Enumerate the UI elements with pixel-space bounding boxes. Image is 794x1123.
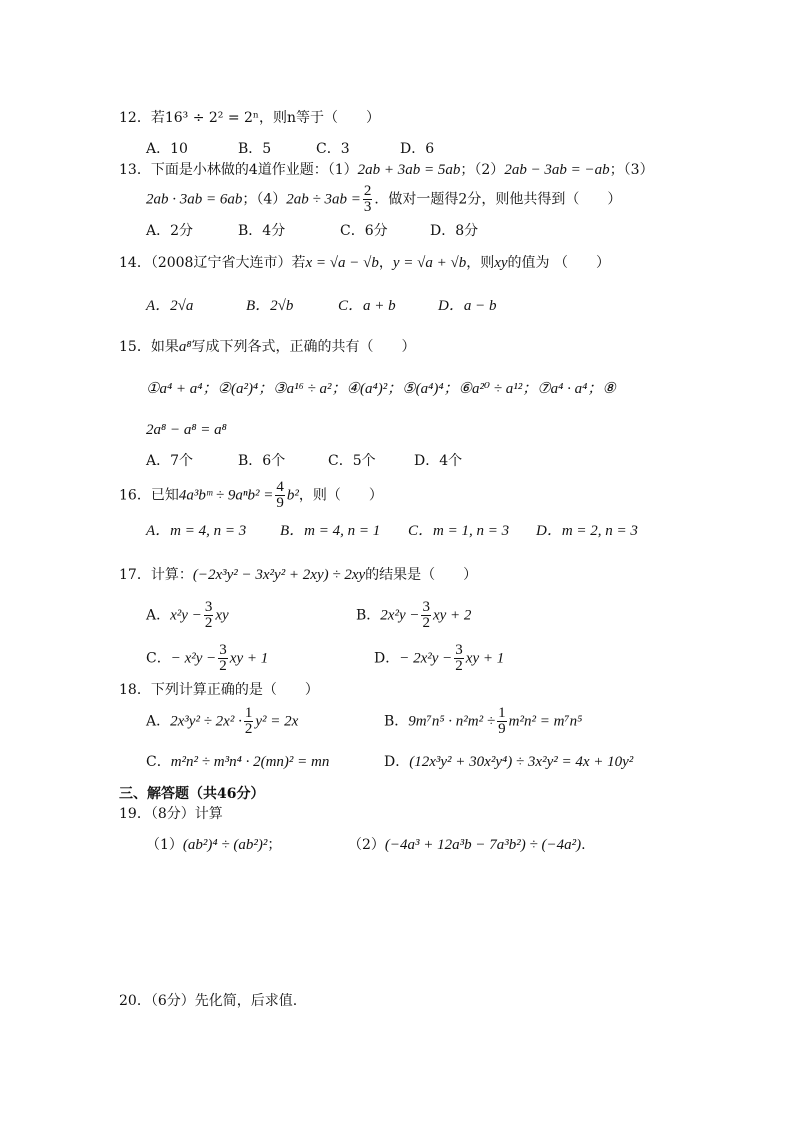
q14-xy: xy bbox=[494, 255, 508, 271]
q17-b-fraction bbox=[421, 600, 431, 631]
q17-eq: (−2x³y² − 3x²y² + 2xy) ÷ 2xy bbox=[192, 567, 366, 583]
q17-c-den: 2 bbox=[219, 658, 227, 674]
q17-option-c bbox=[146, 643, 268, 674]
q18-option-a bbox=[146, 706, 298, 737]
q14-option-c: C．a + b bbox=[338, 298, 396, 314]
q15-option-b: B．6个 bbox=[238, 453, 286, 469]
q17-stem bbox=[119, 566, 477, 584]
q12-option-c: C．3 bbox=[316, 141, 350, 157]
q19-part1-label: （1） bbox=[146, 837, 183, 853]
q18-b-fraction bbox=[497, 706, 507, 737]
q17-b-part1: 2x²y − bbox=[380, 607, 420, 624]
q12-option-a: A．10 bbox=[146, 141, 188, 157]
q14-text-d: 的值为 （ ） bbox=[507, 255, 610, 271]
q17-c-part2: xy + 1 bbox=[229, 650, 269, 667]
q14-option-d: D．a − b bbox=[438, 298, 497, 314]
q13-text-a: 13．下面是小林做的4道作业题：（1） bbox=[119, 162, 358, 178]
q14-eq-x: x = √a − √b bbox=[305, 255, 379, 271]
q13-text-d: ；（4） bbox=[242, 191, 287, 208]
q18-b-label: B． bbox=[384, 713, 409, 730]
q13-eq2: 2ab − 3ab = −ab bbox=[504, 162, 610, 178]
q17-b-den: 2 bbox=[422, 615, 430, 631]
q16-eq: 4a³bᵐ ÷ 9aⁿb² = bbox=[178, 487, 274, 504]
q18-a-den: 2 bbox=[244, 721, 253, 737]
q15-option-a: A．7个 bbox=[146, 453, 194, 469]
q17-a-part1: x²y − bbox=[170, 607, 202, 624]
q15-choice-8: 2a⁸ − a⁸ = a⁸ bbox=[146, 422, 227, 438]
q13-eq3: 2ab · 3ab = 6ab bbox=[146, 191, 243, 208]
q15-a8: a⁸ bbox=[178, 339, 192, 355]
q18-d-math: (12x³y² + 30x²y⁴) ÷ 3x²y² = 4x + 10y² bbox=[409, 754, 634, 770]
q15-option-c: C．5个 bbox=[328, 453, 376, 469]
q17-a-den: 2 bbox=[204, 615, 213, 631]
q15-choices-line: ①a⁴ + a⁴；②(a²)⁴；③a¹⁶ ÷ a²；④(a⁴)²；⑤(a⁴)⁴；⑥a²⁰ ÷ a¹²；⑦a⁴ · a⁴；⑧ bbox=[146, 381, 616, 397]
q18-a-fraction bbox=[244, 706, 254, 737]
q19-part2-label: （2） bbox=[348, 837, 385, 853]
q14-option-b: B．2√b bbox=[246, 298, 294, 314]
q13-fraction bbox=[363, 184, 373, 215]
q18-stem: 18．下列计算正确的是（ ） bbox=[119, 682, 319, 698]
q17-d-part1: − 2x²y − bbox=[399, 650, 453, 667]
q18-option-b bbox=[384, 706, 582, 737]
q18-a-part2: y² = 2x bbox=[255, 713, 299, 730]
q18-c-label: C． bbox=[146, 754, 171, 770]
q18-a-part1: 2x³y² ÷ 2x² · bbox=[170, 713, 242, 730]
q13-frac-den: 3 bbox=[363, 199, 372, 215]
q13-text-b: ；（2） bbox=[460, 162, 505, 178]
q15-option-d: D．4个 bbox=[414, 453, 463, 469]
q19-part-2 bbox=[348, 836, 586, 854]
q13-option-c: C．6分 bbox=[340, 223, 388, 239]
q17-c-label: C． bbox=[146, 650, 171, 667]
q19-part1-end: ； bbox=[267, 837, 282, 853]
q17-a-fraction bbox=[204, 600, 214, 631]
q19-part2-math: (−4a³ + 12a³b − 7a³b²) ÷ (−4a²) bbox=[384, 837, 582, 853]
q16-frac-num: 4 bbox=[276, 479, 284, 495]
q15-text-b: 写成下列各式，正确的共有（ ） bbox=[191, 339, 416, 355]
q18-option-d bbox=[384, 753, 633, 771]
q12-option-d: D．6 bbox=[400, 141, 435, 157]
q20-stem: 20．（6分）先化简，后求值. bbox=[119, 993, 298, 1009]
q13-option-d: D．8分 bbox=[430, 223, 479, 239]
q13-eq4: 2ab ÷ 3ab = bbox=[286, 191, 361, 208]
q18-a-num: 1 bbox=[244, 705, 253, 721]
q12-option-b: B．5 bbox=[238, 141, 272, 157]
q14-stem bbox=[119, 254, 610, 272]
q17-a-num: 3 bbox=[204, 599, 213, 615]
q14-eq-y: y = √a + √b bbox=[392, 255, 467, 271]
q13-line1 bbox=[119, 161, 654, 179]
q17-b-num: 3 bbox=[422, 599, 430, 615]
q16-stem bbox=[119, 480, 383, 511]
q19-stem: 19．（8分）计算 bbox=[119, 806, 223, 822]
q19-part-1 bbox=[146, 836, 281, 854]
q18-b-num: 1 bbox=[498, 705, 506, 721]
q18-c-math: m²n² ÷ m³n⁴ · 2(mn)² = mn bbox=[170, 754, 330, 770]
q13-line2 bbox=[146, 184, 621, 215]
q17-b-part2: xy + 2 bbox=[432, 607, 472, 624]
q17-d-label: D． bbox=[374, 650, 400, 667]
q16-frac-den: 9 bbox=[276, 495, 284, 511]
q17-d-part2: xy + 1 bbox=[465, 650, 505, 667]
q13-eq1: 2ab + 3ab = 5ab bbox=[357, 162, 461, 178]
q18-d-label: D． bbox=[384, 754, 410, 770]
q17-c-num: 3 bbox=[219, 642, 227, 658]
q13-text-c: ；（3） bbox=[609, 162, 654, 178]
q17-option-d bbox=[374, 643, 504, 674]
q17-c-part1: − x²y − bbox=[170, 650, 217, 667]
q12-stem: 12．若16³ ÷ 2² = 2ⁿ，则n等于（ ） bbox=[119, 110, 381, 126]
q17-c-fraction bbox=[218, 643, 228, 674]
q16-option-b: B．m = 4, n = 1 bbox=[280, 523, 381, 539]
q18-a-label: A． bbox=[146, 713, 171, 730]
section-3-heading: 三、解答题（共46分） bbox=[119, 786, 265, 802]
q16-option-d: D．m = 2, n = 3 bbox=[536, 523, 638, 539]
q17-option-b bbox=[356, 600, 471, 631]
q14-option-a: A．2√a bbox=[146, 298, 194, 314]
q13-text-e: ．做对一题得2分，则他共得到（ ） bbox=[374, 191, 622, 208]
q17-d-den: 2 bbox=[455, 658, 463, 674]
q17-d-fraction bbox=[454, 643, 464, 674]
q17-a-label: A． bbox=[146, 607, 171, 624]
q19-part1-math: (ab²)⁴ ÷ (ab²)² bbox=[182, 837, 268, 853]
q16-text-b: ，则（ ） bbox=[298, 487, 383, 504]
q18-b-part1: 9m⁷n⁵ · n²m² ÷ bbox=[408, 713, 496, 730]
q15-text-a: 15．如果 bbox=[119, 339, 179, 355]
q13-frac-num: 2 bbox=[363, 183, 372, 199]
q17-option-a bbox=[146, 600, 229, 631]
q17-text-b: 的结果是（ ） bbox=[365, 567, 478, 583]
q17-d-num: 3 bbox=[455, 642, 463, 658]
q16-fraction bbox=[275, 480, 285, 511]
q18-option-c bbox=[146, 753, 329, 771]
q14-text-a: 14．（2008辽宁省大连市）若 bbox=[119, 255, 306, 271]
q18-b-part2: m²n² = m⁷n⁵ bbox=[508, 713, 583, 730]
q16-text-a: 16．已知 bbox=[119, 487, 179, 504]
q13-option-b: B．4分 bbox=[238, 223, 286, 239]
q17-text-a: 17．计算： bbox=[119, 567, 193, 583]
q19-part2-end: . bbox=[581, 837, 586, 853]
q17-a-part2: xy bbox=[215, 607, 229, 624]
q13-option-a: A．2分 bbox=[146, 223, 194, 239]
q14-text-b: ， bbox=[378, 255, 393, 271]
q15-stem bbox=[119, 338, 416, 356]
q18-b-den: 9 bbox=[498, 721, 506, 737]
q16-option-c: C．m = 1, n = 3 bbox=[408, 523, 510, 539]
q16-b2: b² bbox=[286, 487, 299, 504]
q17-b-label: B． bbox=[356, 607, 381, 624]
q14-text-c: ，则 bbox=[466, 255, 495, 271]
q16-option-a: A．m = 4, n = 3 bbox=[146, 523, 247, 539]
